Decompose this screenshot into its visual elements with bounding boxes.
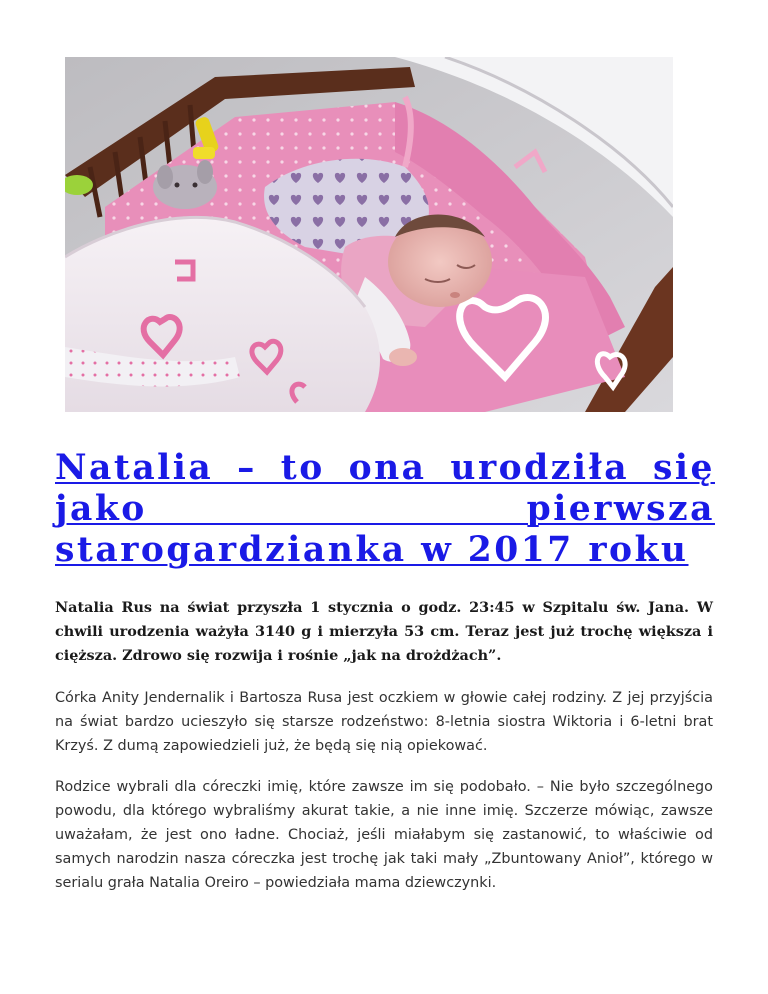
article-lead: Natalia Rus na świat przyszła 1 stycznia o godz. 23:45 w Szpitalu św. Jana. W chwili urodzenia ważyła 3140 g i mierzyła 53 cm. Teraz jest już trochę większa i cięższa. Zdrowo się rozwija i rośnie „jak na drożdżach”. xyxy=(55,599,713,664)
article-photo xyxy=(65,57,673,412)
baby-in-crib-illustration xyxy=(65,57,673,412)
article-title-link[interactable]: Natalia – to ona urodziła się jako pierwsza starogardzianka w 2017 roku xyxy=(55,448,715,570)
article-paragraph-1: Córka Anity Jendernalik i Bartosza Rusa jest oczkiem w głowie całej rodziny. Z jej przyjścia na świat bardzo ucieszyło się starsze rodzeństwo: 8-letnia siostra Wiktoria i 6-letni brat Krzyś. Z dumą zapowiedzieli już, że będą się nią opiekować. xyxy=(55,690,713,754)
article-title[interactable] xyxy=(55,448,715,571)
article-paragraph-2: Rodzice wybrali dla córeczki imię, które zawsze im się podobało. – Nie było szczególnego powodu, dla którego wybraliśmy akurat takie, a nie inne imię. Szczerze mówiąc, zawsze uważałam, że jest ono ładne. Chociaż, jeśli miałabym się zastanowić, to właściwie od samych narodzin nasza córeczka jest trochę jak taki mały „Zbuntowany Anioł”, którego w serialu grała Natalia Oreiro – powiedziała mama dziewczynki. xyxy=(55,779,713,891)
